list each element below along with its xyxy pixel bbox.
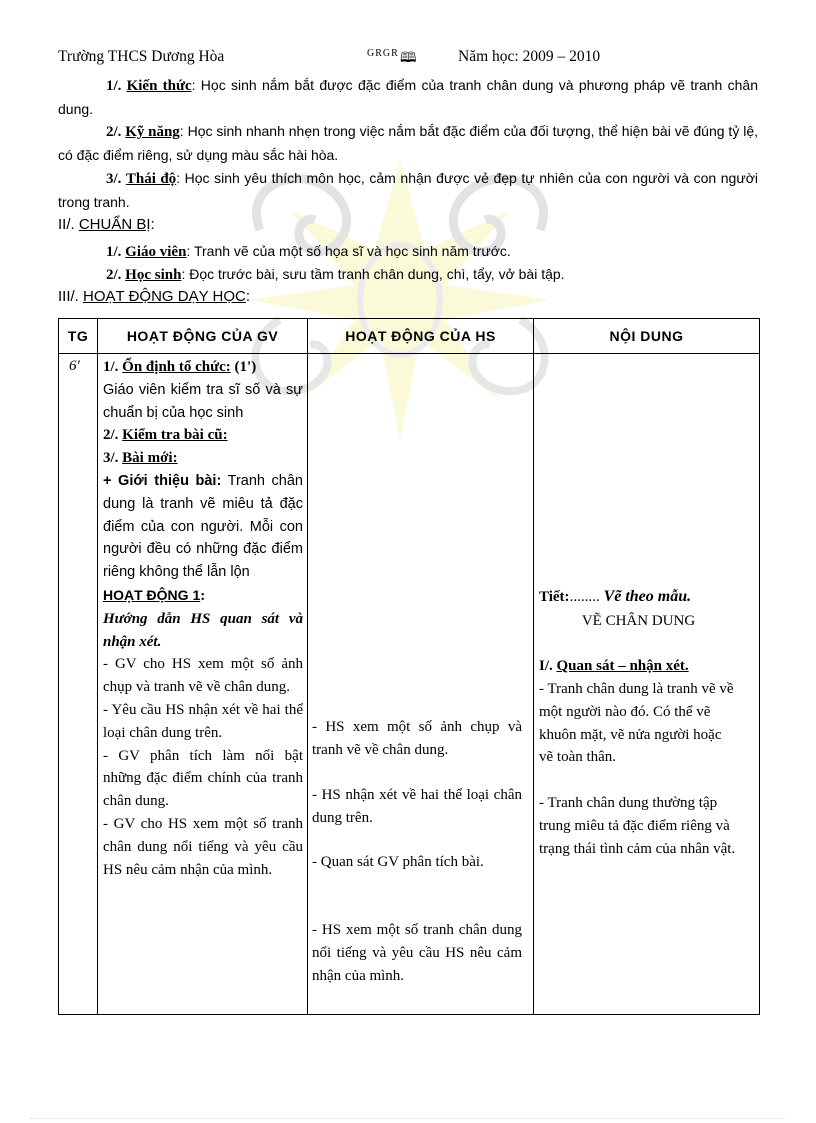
- objective-knowledge: 1/. Kiến thức: Học sinh nắm bắt được đặc điểm của tranh chân dung và phương pháp vẽ tranh chân dung.: [58, 77, 758, 117]
- list-item: - HS xem một số tranh chân dung nổi tiếng và yêu cầu HS nêu cảm nhận của mình.: [312, 922, 522, 984]
- content-section-1: I/. Quan sát – nhận xét.: [539, 658, 689, 674]
- list-item: - Tranh chân dung thường tập trung miêu tả đặc điểm riêng và trạng thái tình cảm của nhân vật.: [539, 795, 736, 857]
- table-row: [59, 354, 760, 1015]
- lesson-title: Tiết:........ Vẽ theo mẫu.: [539, 588, 692, 605]
- section-heading-prep: II/. CHUẨN BỊ:: [58, 216, 155, 233]
- list-item: - Yêu cầu HS nhận xét về hai thể loại chân dung trên.: [103, 701, 303, 741]
- objective-label: Thái độ: [125, 171, 177, 187]
- objective-label: Kiến thức: [126, 78, 192, 94]
- col-header-time: TG: [59, 319, 98, 354]
- cell-teacher: [98, 354, 308, 1015]
- school-year: Năm học: 2009 – 2010: [458, 48, 601, 65]
- open-book-icon: 🕮: [400, 51, 417, 66]
- list-item: - Quan sát GV phân tích bài.: [312, 854, 484, 870]
- objective-skill: 2/. Kỹ năng: Học sinh nhanh nhẹn trong việc nắm bắt đặc điểm của đối tượng, thể hiện bài vẽ đúng tỷ lệ, có đặc điểm riêng, sử dụng màu sắc hài hòa.: [58, 123, 759, 163]
- page-header: [58, 48, 758, 72]
- header-mark: GRGR: [367, 48, 399, 59]
- step-organize-text: Giáo viên kiểm tra sĩ số và sự chuẩn bị của học sinh: [103, 381, 303, 421]
- list-item: - HS nhận xét về hai thể loại chân dung trên.: [312, 787, 522, 826]
- objective-attitude: 3/. Thái độ: Học sinh yêu thích môn học, cảm nhận được vẻ đẹp tự nhiên của con người và con người trong tranh.: [58, 170, 759, 210]
- table-header-row: [59, 319, 760, 354]
- col-header-teacher: HOẠT ĐỘNG CỦA GV: [98, 319, 308, 354]
- step-new-lesson: 3/. Bài mới:: [103, 450, 178, 467]
- time-value: 6': [69, 358, 80, 374]
- list-item: - GV phân tích làm nổi bật những đặc điểm chính của tranh chân dung.: [103, 747, 303, 810]
- lesson-subtitle: VẼ CHÂN DUNG: [581, 613, 696, 629]
- cell-content: [534, 354, 760, 1015]
- prep-teacher: 1/. Giáo viên: Tranh vẽ của một số họa sĩ và học sinh năm trước.: [106, 243, 511, 260]
- prep-student: 2/. Học sinh: Đọc trước bài, sưu tầm tranh chân dung, chì, tẩy, vở bài tập.: [106, 266, 565, 283]
- list-item: - GV cho HS xem một số ảnh chụp và tranh vẽ về chân dung.: [103, 656, 303, 696]
- page-bottom-divider: [30, 1118, 786, 1119]
- step-review: 2/. Kiểm tra bài cũ:: [103, 427, 228, 444]
- objective-label: Kỹ năng: [125, 124, 180, 140]
- cell-time: [59, 354, 98, 1015]
- intro: + Giới thiệu bài: Tranh chân dung là tranh vẽ miêu tả đặc điểm của con người. Mỗi con người đều có những đặc điểm riêng không thể lẫn lộn: [103, 472, 303, 581]
- activity-1-title: Hướng dẫn HS quan sát và nhận xét.: [103, 610, 303, 650]
- teacher-activities: [103, 356, 303, 881]
- step-organize: 1/. Ổn định tổ chức: (1'): [103, 359, 257, 375]
- activity-1-heading: HOẠT ĐỘNG 1:: [103, 586, 206, 604]
- list-item: - Tranh chân dung là tranh vẽ về một người nào đó. Có thể vẽ khuôn mặt, vẽ nửa người hoặc vẽ toàn thân.: [539, 681, 734, 766]
- list-item: - HS xem một số ảnh chụp và tranh vẽ về chân dung.: [312, 719, 522, 758]
- school-name: Trường THCS Dương Hòa: [58, 48, 225, 65]
- col-header-content: NỘI DUNG: [534, 319, 760, 354]
- section-heading-activities: III/. HOẠT ĐỘNG DẠY HỌC:: [58, 288, 250, 305]
- list-item: - GV cho HS xem một số tranh chân dung nổi tiếng và yêu cầu HS nêu cảm nhận của mình.: [103, 815, 303, 878]
- cell-student: [308, 354, 534, 1015]
- col-header-student: HOẠT ĐỘNG CỦA HS: [308, 319, 534, 354]
- lesson-table: [58, 318, 760, 1015]
